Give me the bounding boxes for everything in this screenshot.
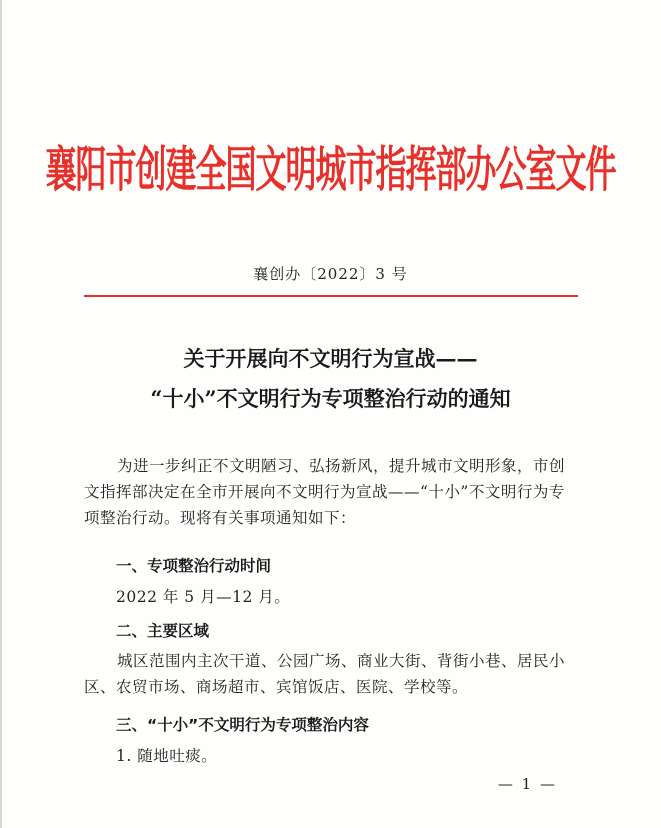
page-edge [0,0,2,828]
section-3-heading: 三、“十小”不文明行为专项整治内容 [116,716,369,734]
document-number: 襄创办〔2022〕3 号 [253,265,408,283]
section-2-paragraph: 城区范围内主次干道、公园广场、商业大街、背街小巷、居民小区、农贸市场、商场超市、宾馆饭店、医院、学校等。 [84,652,566,696]
page-number: — 1 — [497,775,557,793]
red-separator-line [84,295,578,297]
document-title-line-1: 关于开展向不文明行为宣战—— [183,346,478,371]
section-1-heading: 一、专项整治行动时间 [116,557,272,575]
document-title-line-2: “十小”不文明行为专项整治行动的通知 [150,386,511,411]
intro-paragraph: 为进一步纠正不文明陋习、弘扬新风，提升城市文明形象，市创文指挥部决定在全市开展向不文明行为宣战——“十小”不文明行为专项整治行动。现将有关事项通知如下： [84,457,566,527]
issuer-heading: 襄阳市创建全国文明城市指挥部办公室文件 [45,142,616,199]
section-2-heading: 二、主要区域 [116,622,210,640]
section-3-item-1: 1. 随地吐痰。 [116,747,218,765]
section-1-text: 2022 年 5 月—12 月。 [116,588,291,606]
